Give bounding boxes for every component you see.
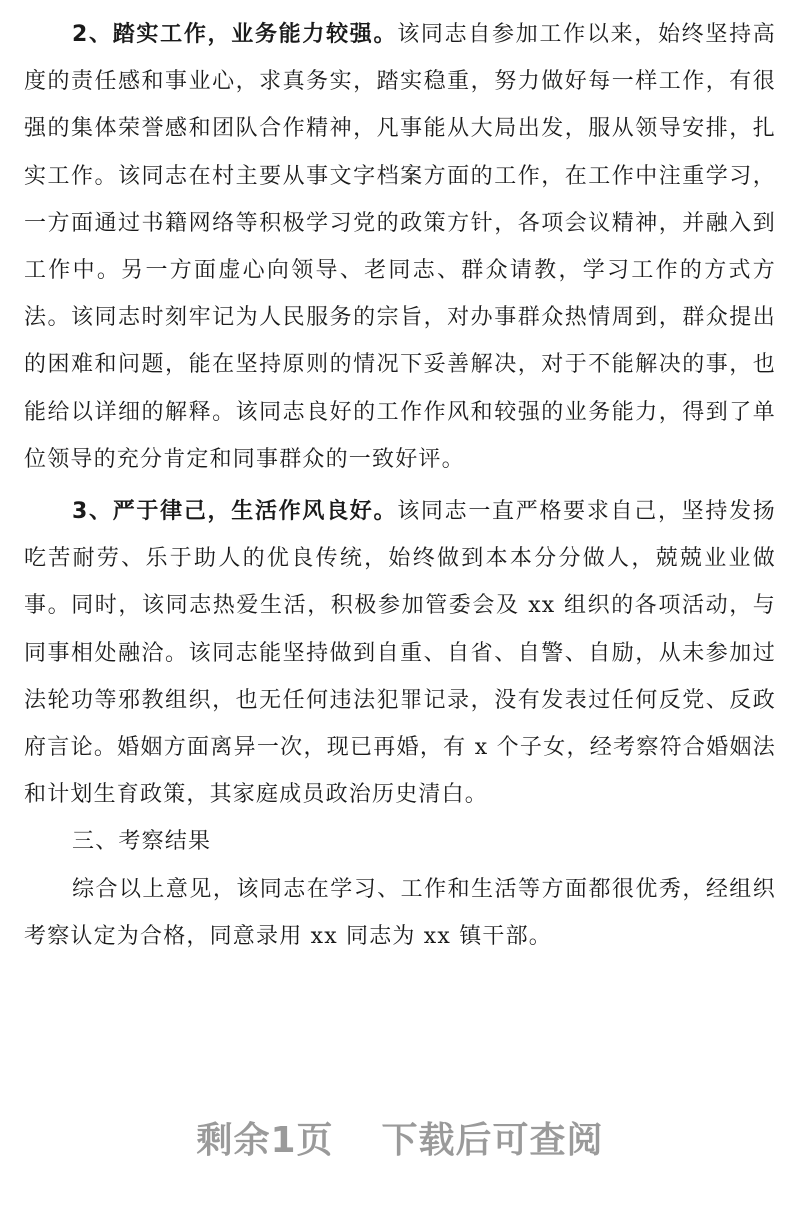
- remaining-pages-text: 剩余1页: [196, 1120, 334, 1161]
- section-3-body: 该同志一直严格要求自己，坚持发扬吃苦耐劳、乐于助人的优良传统，始终做到本本分分做人，兢兢业业做事。同时，该同志热爱生活，积极参加管委会及 xx 组织的各项活动，与同事相处融洽。该同志能坚持做到自重、自省、自警、自励，从未参加过法轮功等邪教组织，也无任何违法犯罪记录，没有发表过任何反党、反政府言论。婚姻方面离异一次，现已再婚，有 x 个子女，经考察符合婚姻法和计划生育政策，其家庭成员政治历史清白。: [24, 499, 777, 808]
- result-heading: 三、考察结果: [72, 829, 212, 855]
- result-body: 综合以上意见，该同志在学习、工作和生活等方面都很优秀，经组织考察认定为合格，同意录用 xx 同志为 xx 镇干部。: [24, 876, 776, 949]
- download-hint-text: 下载后可查阅: [381, 1120, 604, 1161]
- section-2-heading: 2、踏实工作，业务能力较强。: [72, 22, 398, 47]
- document-content: [24, 11, 776, 960]
- section-3-paragraph: [24, 488, 776, 818]
- section-3-heading: 3、严于律己，生活作风良好。: [72, 499, 398, 525]
- remaining-pages-banner[interactable]: [0, 1112, 800, 1163]
- section-2-paragraph: [24, 11, 776, 483]
- section-2-body: 该同志自参加工作以来，始终坚持高度的责任感和事业心，求真务实，踏实稳重，努力做好每一样工作，有很强的集体荣誉感和团队合作精神，凡事能从大局出发，服从领导安排，扎实工作。该同志在村主要从事文字档案方面的工作，在工作中注重学习，一方面通过书籍网络等积极学习党的政策方针，各项会议精神，并融入到工作中。另一方面虚心向领导、老同志、群众请教，学习工作的方式方法。该同志时刻牢记为人民服务的宗旨，对办事群众热情周到，群众提出的困难和问题，能在坚持原则的情况下妥善解决，对于不能解决的事，也能给以详细的解释。该同志良好的工作作风和较强的业务能力，得到了单位领导的充分肯定和同事群众的一致好评。: [24, 22, 777, 472]
